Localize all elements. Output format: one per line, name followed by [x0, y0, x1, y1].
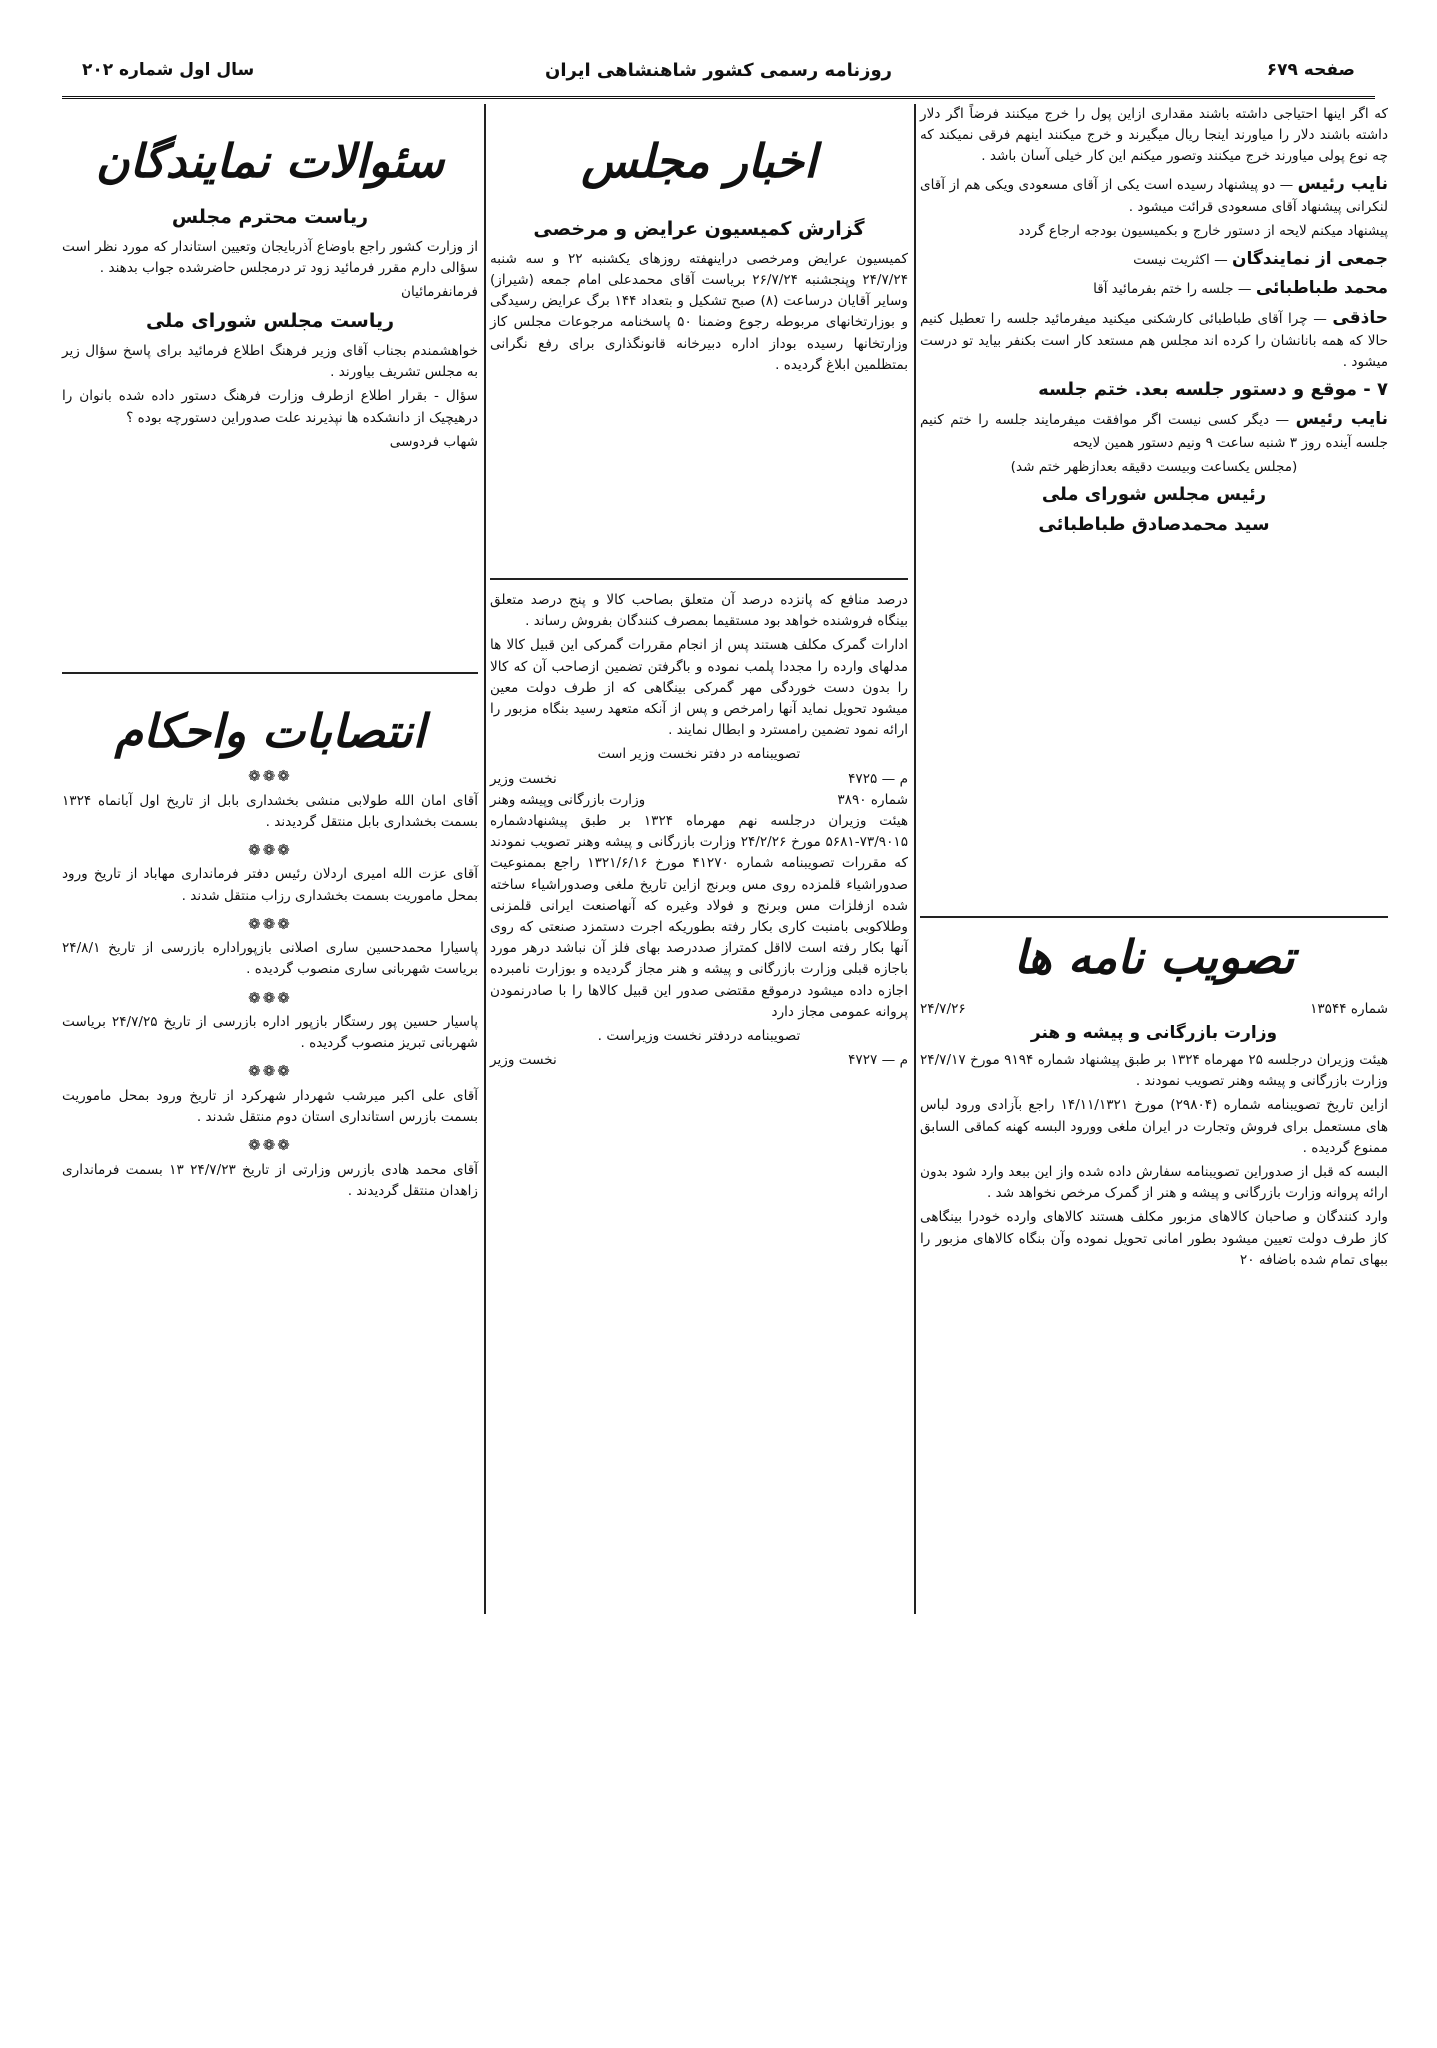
- speech-text: — جلسه را ختم بفرمائید آقا: [1093, 281, 1252, 298]
- reference-signature: نخست وزیر: [490, 1052, 557, 1069]
- signature-title: رئیس مجلس شورای ملی: [1041, 484, 1267, 506]
- reference-date: ۲۴/۷/۲۶: [920, 1001, 966, 1018]
- reference-number: م — ۴۷۲۷: [848, 1052, 908, 1069]
- appointment-item: آقای امان الله طولابی منشی بخشداری بابل از تاریخ اول آبانماه ۱۳۲۴ بسمت بخشداری بابل منتقل گردیدند .: [62, 792, 478, 830]
- section-headline: انتصابات واحکام: [114, 704, 426, 758]
- approvals-section: [920, 930, 1388, 1274]
- reference-number: شماره ۱۳۵۴۴: [1310, 1001, 1388, 1018]
- section-heading: ۷ - موقع و دستور جلسه بعد. ختم جلسه: [1038, 379, 1388, 401]
- section-headline: اخبار مجلس: [581, 134, 817, 188]
- speaker-name: محمد طباطبائی: [1255, 278, 1388, 299]
- ministry-name: وزارت بازرگانی وپیشه وهنر: [490, 791, 646, 808]
- office-note: تصویبنامه در دفتر نخست وزیر است: [597, 746, 801, 763]
- reference-line: [490, 790, 908, 811]
- separator-icon: ❁❁❁: [248, 840, 292, 859]
- section-rule: [62, 672, 478, 674]
- issue-number: سال اول شماره ۲۰۲: [82, 60, 255, 80]
- signature-name: سید محمدصادق طباطبائی: [1038, 514, 1270, 536]
- paragraph: [920, 305, 1388, 374]
- paragraph: البسه که قبل از صدوراین تصویبنامه سفارش داده شده واز این ببعد وارد شود بدون ارائه پروانه وزارت بازرگانی و پیشه و هنر از گمرک مرخص نخواهد شد .: [920, 1163, 1388, 1202]
- office-note: تصویبنامه دردفتر نخست وزیراست .: [597, 1028, 801, 1045]
- paragraph: ادارات گمرک مکلف هستند پس از انجام مقررات گمرکی این قبیل کالا ها مدلهای وارده را مجددا پلمب نموده و باگرفتن تضمین ازصاحب آن که کالا را بدون دست خوردگی مهر گمرکی بینگاهی که از طرف دولت معین میشود تحویل نماید آنها رامرخص و پس از آنکه متعهد رسید بنگاه مزبور را ارائه نمود تضمین رامسترد و ابطال نمایند .: [490, 637, 908, 739]
- paragraph: درصد منافع که پانزده درصد آن متعلق بصاحب کالا و پنج درصد متعلق بینگاه فروشنده خواهد بود مستقیما بمصرف کنندگان بفروش رساند .: [490, 592, 908, 630]
- middle-column-continued: [490, 590, 908, 1071]
- paragraph: خواهشمندم بجناب آقای وزیر فرهنگ اطلاع فرمائید برای پاسخ سؤال زیر به مجلس تشریف بیاورند .: [62, 343, 478, 381]
- appointment-item: پاسیار حسین پور رستگار بازپور اداره بازرسی از تاریخ ۲۴/۷/۲۵ بریاست شهربانی تبریز منصوب گردیده .: [62, 1013, 478, 1052]
- page-number: صفحه ۶۷۹: [1266, 60, 1355, 80]
- paragraph: [920, 246, 1388, 273]
- appointment-item: آقای محمد هادی بازرس وزارتی از تاریخ ۲۴/۷/۲۳ ۱۳ بسمت فرمانداری زاهدان منتقل گردیدند .: [62, 1161, 478, 1199]
- paragraph: ازاین تاریخ تصویبنامه شماره (۲۹۸۰۴) مورخ ۱۴/۱۱/۱۳۲۱ راجع بآزادی ورود لباس های مستعمل برای فروش وتجارت در ایران ملغی وورود البسه کهنه کماقی السابق ممنوع گردیده .: [920, 1097, 1389, 1156]
- paragraph: هیئت وزیران درجلسه نهم مهرماه ۱۳۲۴ بر طبق پیشنهادشماره ۷۳/۹۰۱۵-۵۶۸۱ مورخ ۲۴/۲/۲۶ وزارت بازرگانی و پیشه وهنر تصویب نمودند که مقررات تصویبنامه شماره ۴۱۲۷۰ مورخ ۱۳۲۱/۶/۱۶ راجع بممنوعیت صدوراشیاء قلمزده روی مس وبرنج ازاین تاریخ ملغی وصدوراشیاء ساخته شده ازفلزات مس وبرنج و فولاد وغیره که آنهاصنعت ایرانی قلمزنی وطلاکوبی بامنبت کاری بکار رفته بطوریکه اجرت دستمزد صنعتی که روی آنها بکار رفته است لااقل کمتراز صددرصد بهای فلز آن نباشد درهر مورد باجازه قبلی وزارت بازرگانی و پیشه و هنر مجاز گردیده و بوزارت نامبرده اجازه داده میشود درموقع مقتضی صدور این قبیل کالاها را با صادرنمودن پروانه عمومی مجاز دارد: [490, 813, 908, 1020]
- separator-icon: ❁❁❁: [248, 767, 292, 786]
- reference-number: م — ۴۷۲۵: [848, 770, 908, 787]
- paragraph: کمیسیون عرایض ومرخصی دراینهفته روزهای یکشنبه ۲۲ و سه شنبه ۲۴/۷/۲۴ وپنجشنبه ۲۶/۷/۲۴ بریاست آقای محمدعلی امام جمعه (شیراز) وسایر آقایان درساعت (۸) صبح تشکیل و بتعداد ۱۴۴ برگ عرایض رسیدگی و بوزارتخانهای مربوطه رجوع وضمنا ۵۰ پاسخنامه مرجوعات مجلس کاز وزارتخانها رسیده بوداز اداره دبیرخانه قانونگذاری برای رفع نگرانی بمتظلمین ابلاغ گردیده .: [490, 250, 909, 373]
- session-note: (مجلس یکساعت وبیست دقیقه بعدازظهر ختم شد): [1010, 459, 1298, 476]
- section-subheading: گزارش کمیسیون عرایض و مرخصی: [533, 218, 865, 241]
- middle-column: [490, 104, 908, 379]
- paragraph: که اگر اینها احتیاجی داشته باشند مقداری ازاین پول را خرج میکنند فرضاً اگر دلار داشته باشند دلار را میاورند اینجا ریال میگیرند و خرج میکنند اینهم فرقی نمیکند که چه نوع پولی میاورند خرج میکنند وتصور میکنم این کار خیلی آسان باشد .: [920, 106, 1388, 165]
- paragraph: سؤال - بقرار اطلاع ازطرف وزارت فرهنگ دستور داده شده بانوان را درهیچیک از دانشکده ها نپذیرند علت صدوراین دستورچه بوده ؟: [62, 388, 478, 426]
- section-headline: تصویب نامه ها: [1013, 930, 1295, 984]
- column-divider-right: [914, 104, 916, 1614]
- ministry-name: وزارت بازرگانی و پیشه و هنر: [1030, 1023, 1278, 1044]
- reference-number: شماره ۳۸۹۰: [837, 791, 908, 808]
- speaker-name: جمعی از نمایندگان: [1232, 248, 1388, 269]
- paragraph: وارد کنندگان و صاحبان کالاهای مزبور مکلف هستند کالاهای وارده خودرا بینگاهی کاز طرف دولت تعیین میشود بطور امانی تحویل نموده وآن بنگاه کالاهای مزبور را ببهای تمام شده باضافه ۲۰: [920, 1209, 1388, 1268]
- speaker-name: نایب رئیس: [1297, 173, 1388, 194]
- speaker-name: حاذقی: [1332, 307, 1389, 328]
- speech-text: — دو پیشنهاد رسیده است یکی از آقای مسعودی ویکی هم از آقای لنکرانی پیشنهاد آقای مسعودی قرائت میشود .: [920, 176, 1388, 216]
- speech-text: — چرا آقای طباطبائی کارشکنی میکنید میفرمائید جلسه را تعطیل کنیم حالا که همه بانانشان را کرده اند مجلس هم مستعد کار است بکنفر بیاید تو درست میشود .: [920, 310, 1388, 371]
- signature: شهاب فردوسی: [389, 433, 478, 450]
- appointments-section: [62, 690, 478, 1205]
- separator-icon: ❁❁❁: [248, 914, 292, 933]
- appointment-item: آقای علی اکبر میرشب شهردار شهرکرد از تاریخ ورود بمحل ماموریت بسمت بازرس استانداری استان دوم منتقل شدند .: [62, 1087, 478, 1125]
- signature: فرمانفرمائیان: [400, 284, 478, 301]
- section-headline: سئوالات نمایندگان: [95, 134, 445, 188]
- paragraph: از وزارت کشور راجع باوضاع آذربایجان وتعیین استاندار که مورد نظر است سؤالی دارم مقرر فرمائید زود تر درمجلس حاضرشده جواب بدهند .: [62, 238, 478, 277]
- right-column: [920, 104, 1388, 541]
- reference-signature: نخست وزیر: [490, 770, 557, 787]
- left-column: [62, 104, 478, 456]
- reference-line: [920, 999, 1388, 1020]
- separator-icon: ❁❁❁: [248, 1136, 292, 1155]
- column-divider-left: [484, 104, 486, 1614]
- paragraph: [920, 406, 1388, 454]
- separator-icon: ❁❁❁: [248, 988, 292, 1007]
- masthead: [62, 60, 1375, 90]
- speech-text: — دیگر کسی نیست اگر موافقت میفرمایند جلسه را ختم کنیم جلسه آینده روز ۳ شنبه ساعت ۹ ونیم دستور همین لایحه: [920, 412, 1388, 451]
- section-rule: [490, 578, 908, 580]
- paragraph: پیشنهاد میکنم لایحه از دستور خارج و بکمیسیون بودجه ارجاع گردد: [1018, 223, 1388, 240]
- appointment-item: پاسیارا محمدحسین ساری اصلانی بازپوراداره بازرسی از تاریخ ۲۴/۸/۱ بریاست شهربانی ساری منصوب گردیده .: [62, 940, 478, 978]
- separator-icon: ❁❁❁: [248, 1062, 292, 1081]
- speech-text: — اکثریت نیست: [1133, 251, 1228, 268]
- paragraph: هیئت وزیران درجلسه ۲۵ مهرماه ۱۳۲۴ بر طبق پیشنهاد شماره ۹۱۹۴ مورخ ۲۴/۷/۱۷ وزارت بازرگانی و پیشه وهنر تصویب نمودند .: [920, 1051, 1388, 1090]
- reference-line: [490, 1050, 908, 1071]
- section-rule: [920, 916, 1388, 918]
- paragraph: [920, 275, 1388, 302]
- newspaper-title: روزنامه رسمی کشور شاهنشاهی ایران: [544, 60, 893, 81]
- masthead-rule: [62, 96, 1375, 99]
- section-subheading: ریاست محترم مجلس: [171, 206, 369, 229]
- appointment-item: آقای عزت الله امیری اردلان رئیس دفتر فرمانداری مهاباد از تاریخ ورود بمحل ماموریت بسمت بخشداری رزاب منتقل شدند .: [62, 866, 478, 904]
- paragraph: [920, 171, 1388, 219]
- speaker-name: نایب رئیس: [1295, 409, 1388, 430]
- reference-line: [490, 769, 908, 790]
- section-subheading: ریاست مجلس شورای ملی: [145, 310, 395, 333]
